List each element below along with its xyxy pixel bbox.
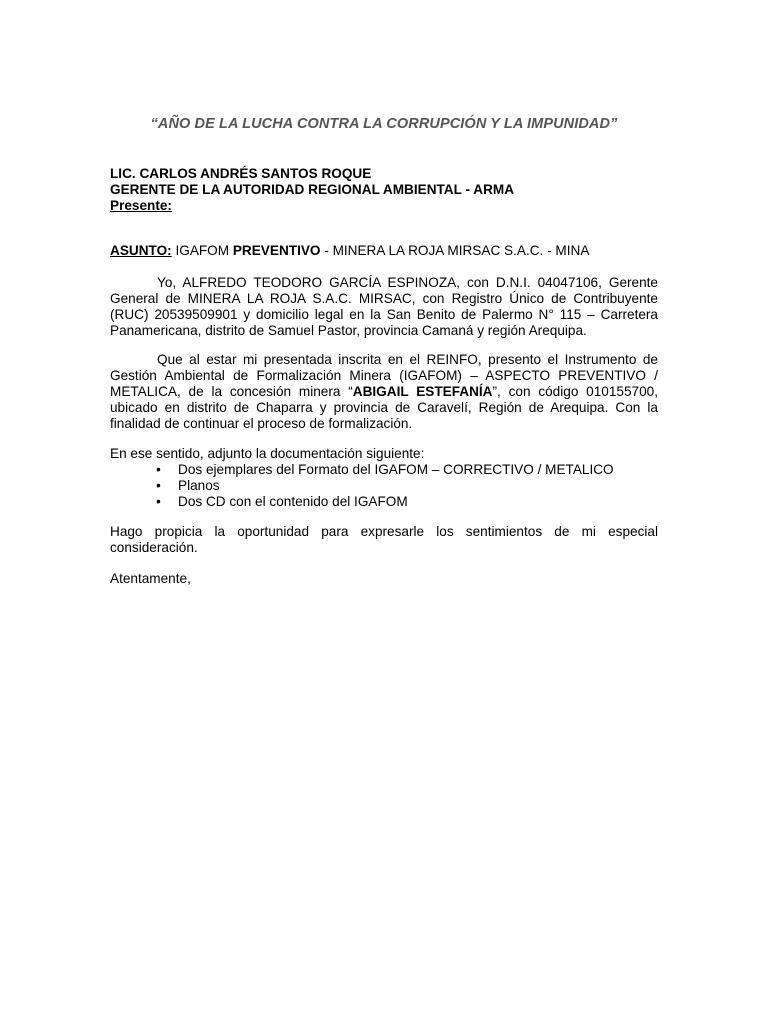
bullet-icon: • [156, 494, 161, 509]
list-item-text: Dos ejemplares del Formato del IGAFOM – CORRECTIVO / METALICO [178, 462, 614, 477]
greeting: Presente: [110, 198, 172, 213]
bullet-icon: • [156, 462, 161, 477]
subject-label: ASUNTO: [110, 243, 172, 258]
concession-name: ABIGAIL ESTEFANÍA [352, 384, 493, 399]
bullet-icon: • [156, 478, 161, 493]
paragraph-identification: Yo, ALFREDO TEODORO GARCÍA ESPINOZA, con D.N.I. 04047106, Gerente General de MINERA LA ROJA S.A.C. MIRSAC, con Registro Único de Contribuyente (RUC) 20539509901 y domicilio legal en la San Benito de Palermo N° 115 – Carretera Panamericana, distrito de Samuel Pastor, provincia Camaná y región Arequipa. [110, 275, 658, 338]
year-motto: “AÑO DE LA LUCHA CONTRA LA CORRUPCIÓN Y LA IMPUNIDAD” [150, 116, 618, 132]
addressee-name: LIC. CARLOS ANDRÉS SANTOS ROQUE [110, 166, 372, 181]
subject-part2: PREVENTIVO [232, 243, 321, 258]
addressee-block [110, 166, 660, 214]
attachments-list [156, 462, 656, 510]
list-item [156, 462, 656, 478]
list-item [156, 494, 656, 510]
list-item-text: Dos CD con el contenido del IGAFOM [178, 494, 408, 509]
paragraph-courtesy: Hago propicia la oportunidad para expresarle los sentimientos de mi especial consideración. [110, 524, 658, 555]
subject-part3: - MINERA LA ROJA MIRSAC S.A.C. - MINA [320, 243, 590, 258]
list-item-text: Planos [178, 478, 220, 493]
paragraph-presentation-before: Que al estar mi presentada inscrita en el REINFO, presento el Instrumento de Gestión Ambiental de Formalización Minera (IGAFOM) – ASPECTO PREVENTIVO / METALICA, de la concesión minera “ [110, 352, 658, 399]
closing: Atentamente, [110, 571, 191, 586]
subject-line [110, 243, 670, 259]
addressee-position: GERENTE DE LA AUTORIDAD REGIONAL AMBIENTAL - ARMA [110, 182, 515, 197]
subject-part1: IGAFOM [171, 243, 233, 258]
paragraph-presentation-after: ”, con código 010155700, ubicado en distrito de Chaparra y provincia de Caravelí, Región de Arequipa. Con la finalidad de continuar el proceso de formalización. [110, 384, 659, 431]
paragraph-presentation [110, 352, 658, 432]
list-item [156, 478, 656, 494]
paragraph-attachments-intro: En ese sentido, adjunto la documentación siguiente: [110, 446, 425, 461]
